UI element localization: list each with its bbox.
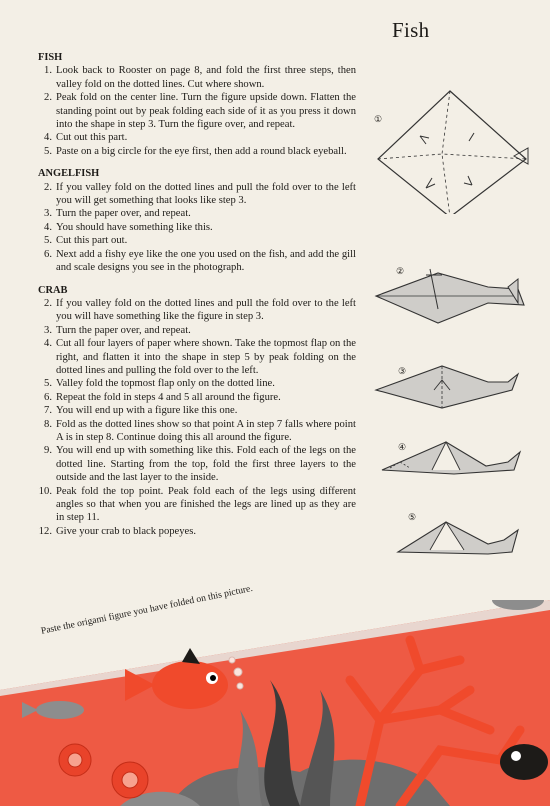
- diagram-label-1: ①: [374, 114, 383, 124]
- instruction-step: [38, 391, 356, 404]
- step-text: Turn the paper over, and repeat.: [56, 324, 191, 336]
- step-number: 5.: [44, 145, 52, 157]
- instruction-step: [38, 234, 356, 247]
- step-text: Give your crab to black popeyes.: [56, 525, 197, 537]
- step-number: 3.: [44, 324, 52, 336]
- step-text: Peak fold on the center line. Turn the figure upside down. Flatten the standing point out by peak folding each side of it as you press it down into the shape in step 3. Turn the figure over, and repeat.: [56, 92, 356, 131]
- instructions-column: [38, 51, 356, 547]
- step-number: 12.: [38, 525, 52, 537]
- diagram-label-5: ⑤: [408, 512, 417, 522]
- step-number: 4.: [44, 338, 52, 350]
- section-angelfish: [38, 167, 356, 274]
- step-number: 2.: [44, 181, 52, 193]
- instruction-step: [38, 485, 356, 525]
- step-text: Cut this part out.: [56, 235, 128, 247]
- step-text: You will end up with a figure like this one.: [56, 405, 238, 417]
- diagram-step-1: [368, 84, 538, 214]
- instruction-step: [38, 444, 356, 484]
- step-text: Paste on a big circle for the eye first, then add a round black eyeball.: [56, 145, 347, 157]
- step-text: Next add a fishy eye like the one you used on the fish, and add the gill and scale designs you see in the photograph.: [56, 248, 356, 274]
- instruction-step: [38, 418, 356, 445]
- instruction-step: [38, 377, 356, 390]
- step-text: Repeat the fold in steps 4 and 5 all around the figure.: [56, 391, 281, 403]
- diagram-label-3: ③: [398, 366, 407, 376]
- instruction-step: [38, 337, 356, 377]
- black-fish: [500, 744, 548, 780]
- step-text: If you valley fold on the dotted lines and pull the fold over to the left you will have something like the figure in step 3.: [56, 297, 356, 323]
- step-number: 5.: [44, 378, 52, 390]
- instruction-step: [38, 221, 356, 234]
- section-crab: [38, 284, 356, 539]
- step-number: 9.: [44, 445, 52, 457]
- instruction-step: [38, 248, 356, 275]
- step-text: If you valley fold on the dotted lines and pull the fold over to the left you will get something that looks like step 3.: [56, 181, 356, 207]
- section-title: ANGELFISH: [38, 168, 100, 180]
- instruction-step: [38, 404, 356, 417]
- step-number: 2.: [44, 297, 52, 309]
- instruction-step: [38, 525, 356, 538]
- step-text: Peak fold the top point. Peak fold each of the legs using different angles so that when you are finished the legs are lined up as they are in step 11.: [56, 485, 356, 524]
- step-number: 4.: [44, 221, 52, 233]
- diagram-step-5: [368, 514, 538, 574]
- step-text: You will end up with something like this. Fold each of the legs on the dotted line. Starting from the top, fold the first three layers to the outside and the last layer to the inside.: [56, 445, 356, 484]
- step-number: 2.: [44, 92, 52, 104]
- diagram-step-4: [368, 434, 538, 494]
- diagram-step-3: [368, 352, 538, 412]
- section-title: CRAB: [38, 284, 68, 296]
- step-number: 4.: [44, 132, 52, 144]
- instruction-step: [38, 64, 356, 91]
- step-number: 6.: [44, 248, 52, 260]
- instruction-step: [38, 181, 356, 208]
- diagram-step-2: [368, 259, 538, 329]
- instruction-step: [38, 324, 356, 337]
- instruction-step: [38, 297, 356, 324]
- step-number: 10.: [38, 485, 52, 497]
- step-number: 6.: [44, 391, 52, 403]
- instruction-step: [38, 145, 356, 158]
- instruction-step: [38, 131, 356, 144]
- instruction-step: [38, 207, 356, 220]
- fold-diagrams: [368, 84, 538, 554]
- underwater-scene-illustration: [0, 600, 550, 806]
- step-number: 5.: [44, 235, 52, 247]
- paste-caption: Paste the origami figure you have folded on this picture.: [40, 582, 254, 637]
- step-text: Valley fold the topmost flap only on the dotted line.: [56, 378, 275, 390]
- step-text: Fold as the dotted lines show so that point A in step 7 falls where point A is in step 8. Continue doing this all around the figure.: [56, 418, 356, 443]
- diagram-label-4: ④: [398, 442, 407, 452]
- step-text: You should have something like this.: [56, 221, 213, 233]
- step-number: 7.: [44, 405, 52, 417]
- step-text: Turn the paper over, and repeat.: [56, 208, 191, 220]
- step-text: Cut out this part.: [56, 132, 128, 144]
- step-text: Look back to Rooster on page 8, and fold the first three steps, then valley fold on the dotted lines. Cut where shown.: [56, 65, 356, 90]
- section-title: FISH: [38, 52, 63, 63]
- section-fish: [38, 51, 356, 158]
- step-number: 8.: [44, 418, 52, 430]
- step-number: 1.: [44, 65, 52, 77]
- page-title: Fish: [392, 18, 430, 42]
- step-number: 3.: [44, 208, 52, 220]
- diagram-label-2: ②: [396, 266, 405, 276]
- step-text: Cut all four layers of paper where shown. Take the topmost flap on the right, and flatten it into the shape in step 5 by peak folding on the dotted lines and pulling the fold over to the left.: [56, 338, 356, 376]
- instruction-step: [38, 91, 356, 131]
